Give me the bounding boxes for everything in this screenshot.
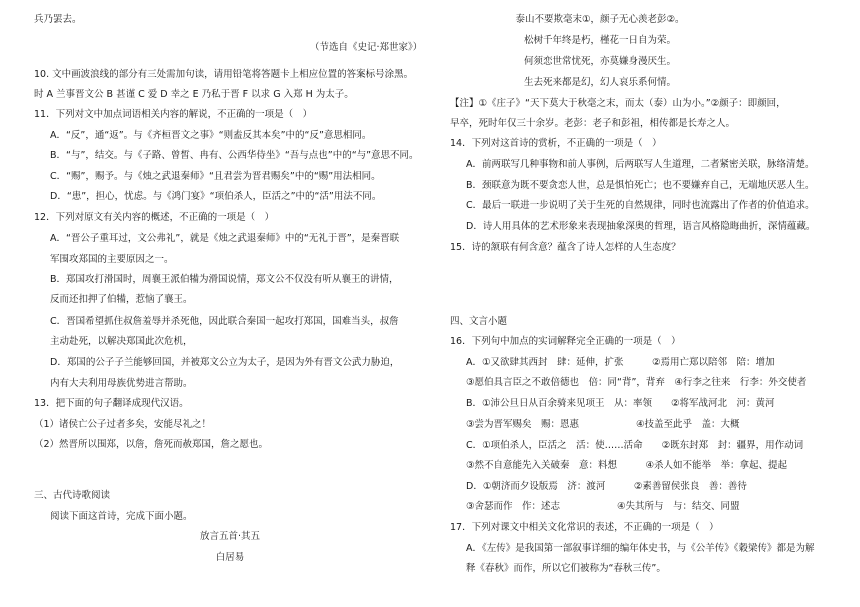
option-c: C．①项伯杀人，臣活之 活：使……活命 ②既东封郑 封：疆界，用作动词: [466, 440, 804, 451]
option-d: D．郑国的公子子兰能够回国，并被郑文公立为太子，是因为外有晋文公武力胁迫，: [50, 357, 400, 368]
question-16: 16．下列句中加点的实词解释完全正确的一项是（ ）: [450, 336, 681, 347]
option-b-cont: 反而还扣押了伯犕，惹恼了襄王。: [50, 294, 193, 305]
option-c: C．最后一联进一步说明了关于生死的自然规律，同时也流露出了作者的价值追求。: [466, 200, 815, 211]
option-a: A．“反”，通“返”。与《齐桓晋文之事》“则盍反其本矣”中的“反”意思相同。: [50, 130, 372, 141]
option-b: B．①沛公旦日从百余骑来见项王 从：率领 ②将军战河北 河：黄河: [466, 398, 775, 409]
question-10: 10. 文中画波浪线的部分有三处需加句读，请用铅笔将答题卡上相应位置的答案标号涂黑。: [34, 69, 414, 80]
option-c-cont: 主动赴死，以解决郑国此次危机，: [50, 336, 193, 347]
poem-note-cont: 早卒，死时年仅三十余岁。老彭：老子和彭祖，相传都是长寿之人。: [450, 118, 736, 129]
option-d: D．①朝济而夕设版焉 济：渡河 ②素善留侯张良 善：善待: [466, 481, 747, 492]
question-10-text: 时 A 兰事晋文公 B 甚谨 C 爱 D 幸之 E 乃私于晋 F 以求 G 入郑 H 为太子。: [34, 89, 354, 100]
option-a-cont: ③愿伯具言臣之不敢倍德也 倍：同“背”，背弃 ④行李之往来 行李：外交使者: [466, 377, 807, 388]
text-line: 兵乃罢去。: [34, 14, 82, 25]
option-a: A．①又欲肆其西封 肆：延伸，扩张 ②焉用亡郑以陪邻 陪：增加: [466, 357, 775, 368]
poem-line-4: 生去死来都是幻，幻人哀乐系何情。: [523, 77, 676, 88]
option-c: C．“赐”，赐予。与《烛之武退秦师》“且君尝为晋君赐矣”中的“赐”用法相同。: [50, 171, 381, 182]
section-heading-4: 四、文言小题: [450, 316, 508, 327]
question-12: 12．下列对原文有关内容的概述，不正确的一项是（ ）: [34, 212, 275, 223]
poem-note: 【注】①《庄子》“天下莫大于秋毫之末，而太（泰）山为小。”②颜子：即颜回，: [450, 98, 786, 109]
option-b: B．郑国攻打滑国时，周襄王派伯犕为滑国说情，郑文公不仅没有听从襄王的讲情，: [50, 274, 399, 285]
question-17: 17．下列对课文中相关文化常识的表述，不正确的一项是（ ）: [450, 522, 719, 533]
option-d: D．诗人用具体的艺术形象来表现抽象深奥的哲理，语言风格隐晦曲折，深情蕴藏。: [466, 221, 816, 232]
instruction: 阅读下面这首诗，完成下面小题。: [50, 511, 193, 522]
option-a: A．《左传》是我国第一部叙事详细的编年体史书，与《公羊传》《穀梁传》都是为解: [466, 543, 815, 554]
source-citation: （节选自《史记·郑世家》）: [310, 42, 423, 53]
option-a-cont: 军围攻郑国的主要原因之一。: [50, 254, 174, 265]
sentence-1: （1）诸侯亡公子过者多矣，安能尽礼之！: [34, 419, 212, 430]
option-c: C．晋国希望抓住叔詹羞辱并杀死他，因此联合秦国一起攻打郑国，国难当头，叔詹: [50, 316, 399, 327]
option-a-cont: 释《春秋》而作，所以它们被称为“春秋三传”。: [466, 563, 666, 574]
option-d-cont: ③舍瑟而作 作：述志 ④失其所与 与：结交、同盟: [466, 501, 740, 512]
option-a: A．前两联写几种事物和前人事例，后两联写人生道理，二者紧密关联，脉络清楚。: [466, 159, 815, 170]
poem-line-2: 松树千年终是朽，槿花一日自为荣。: [523, 35, 676, 46]
poem-author: 白居易: [215, 552, 245, 563]
poem-title: 放言五首·其五: [199, 531, 261, 542]
option-b-cont: ③尝为晋军赐矣 赐：恩惠 ④技盖至此乎 盖：大概: [466, 419, 740, 430]
poem-line-3: 何须恋世常忧死，亦莫嫌身漫厌生。: [523, 56, 676, 67]
question-13: 13．把下面的句子翻译成现代汉语。: [34, 398, 189, 409]
option-d: D．“患”，担心，忧虑。与《鸿门宴》“项伯杀人，臣活之”中的“活”用法不同。: [50, 191, 382, 202]
poem-line-1: 泰山不要欺毫末①，颜子无心羡老彭②。: [515, 14, 685, 25]
section-heading-3: 三、古代诗歌阅读: [34, 490, 111, 501]
question-15: 15．诗的颔联有何含意？蕴含了诗人怎样的人生态度？: [450, 242, 681, 253]
option-a: A．“晋公子重耳过，文公弗礼”，就是《烛之武退秦师》中的“无礼于晋”，是秦晋联: [50, 233, 400, 244]
option-b: B．颈联意为既不要贪恋人世，总是惧怕死亡；也不要嫌弃自己，无端地厌恶人生。: [466, 180, 815, 191]
question-11: 11．下列对文中加点词语相关内容的解说，不正确的一项是（ ）: [34, 109, 313, 120]
option-b: B．“与”，结交。与《子路、曾皙、冉有、公西华侍坐》“吾与点也”中的“与”意思不同。: [50, 150, 419, 161]
option-c-cont: ③然不自意能先入关破秦 意：料想 ④杀人如不能举 举：拿起、提起: [466, 460, 788, 471]
sentence-2: （2）然晋所以围郑，以詹，詹死而赦郑国，詹之愿也。: [34, 439, 269, 450]
right-column: [440, 0, 860, 607]
question-14: 14．下列对这首诗的赏析，不正确的一项是（ ）: [450, 138, 662, 149]
option-d-cont: 内有大夫利用母族优势进言帮助。: [50, 378, 193, 389]
